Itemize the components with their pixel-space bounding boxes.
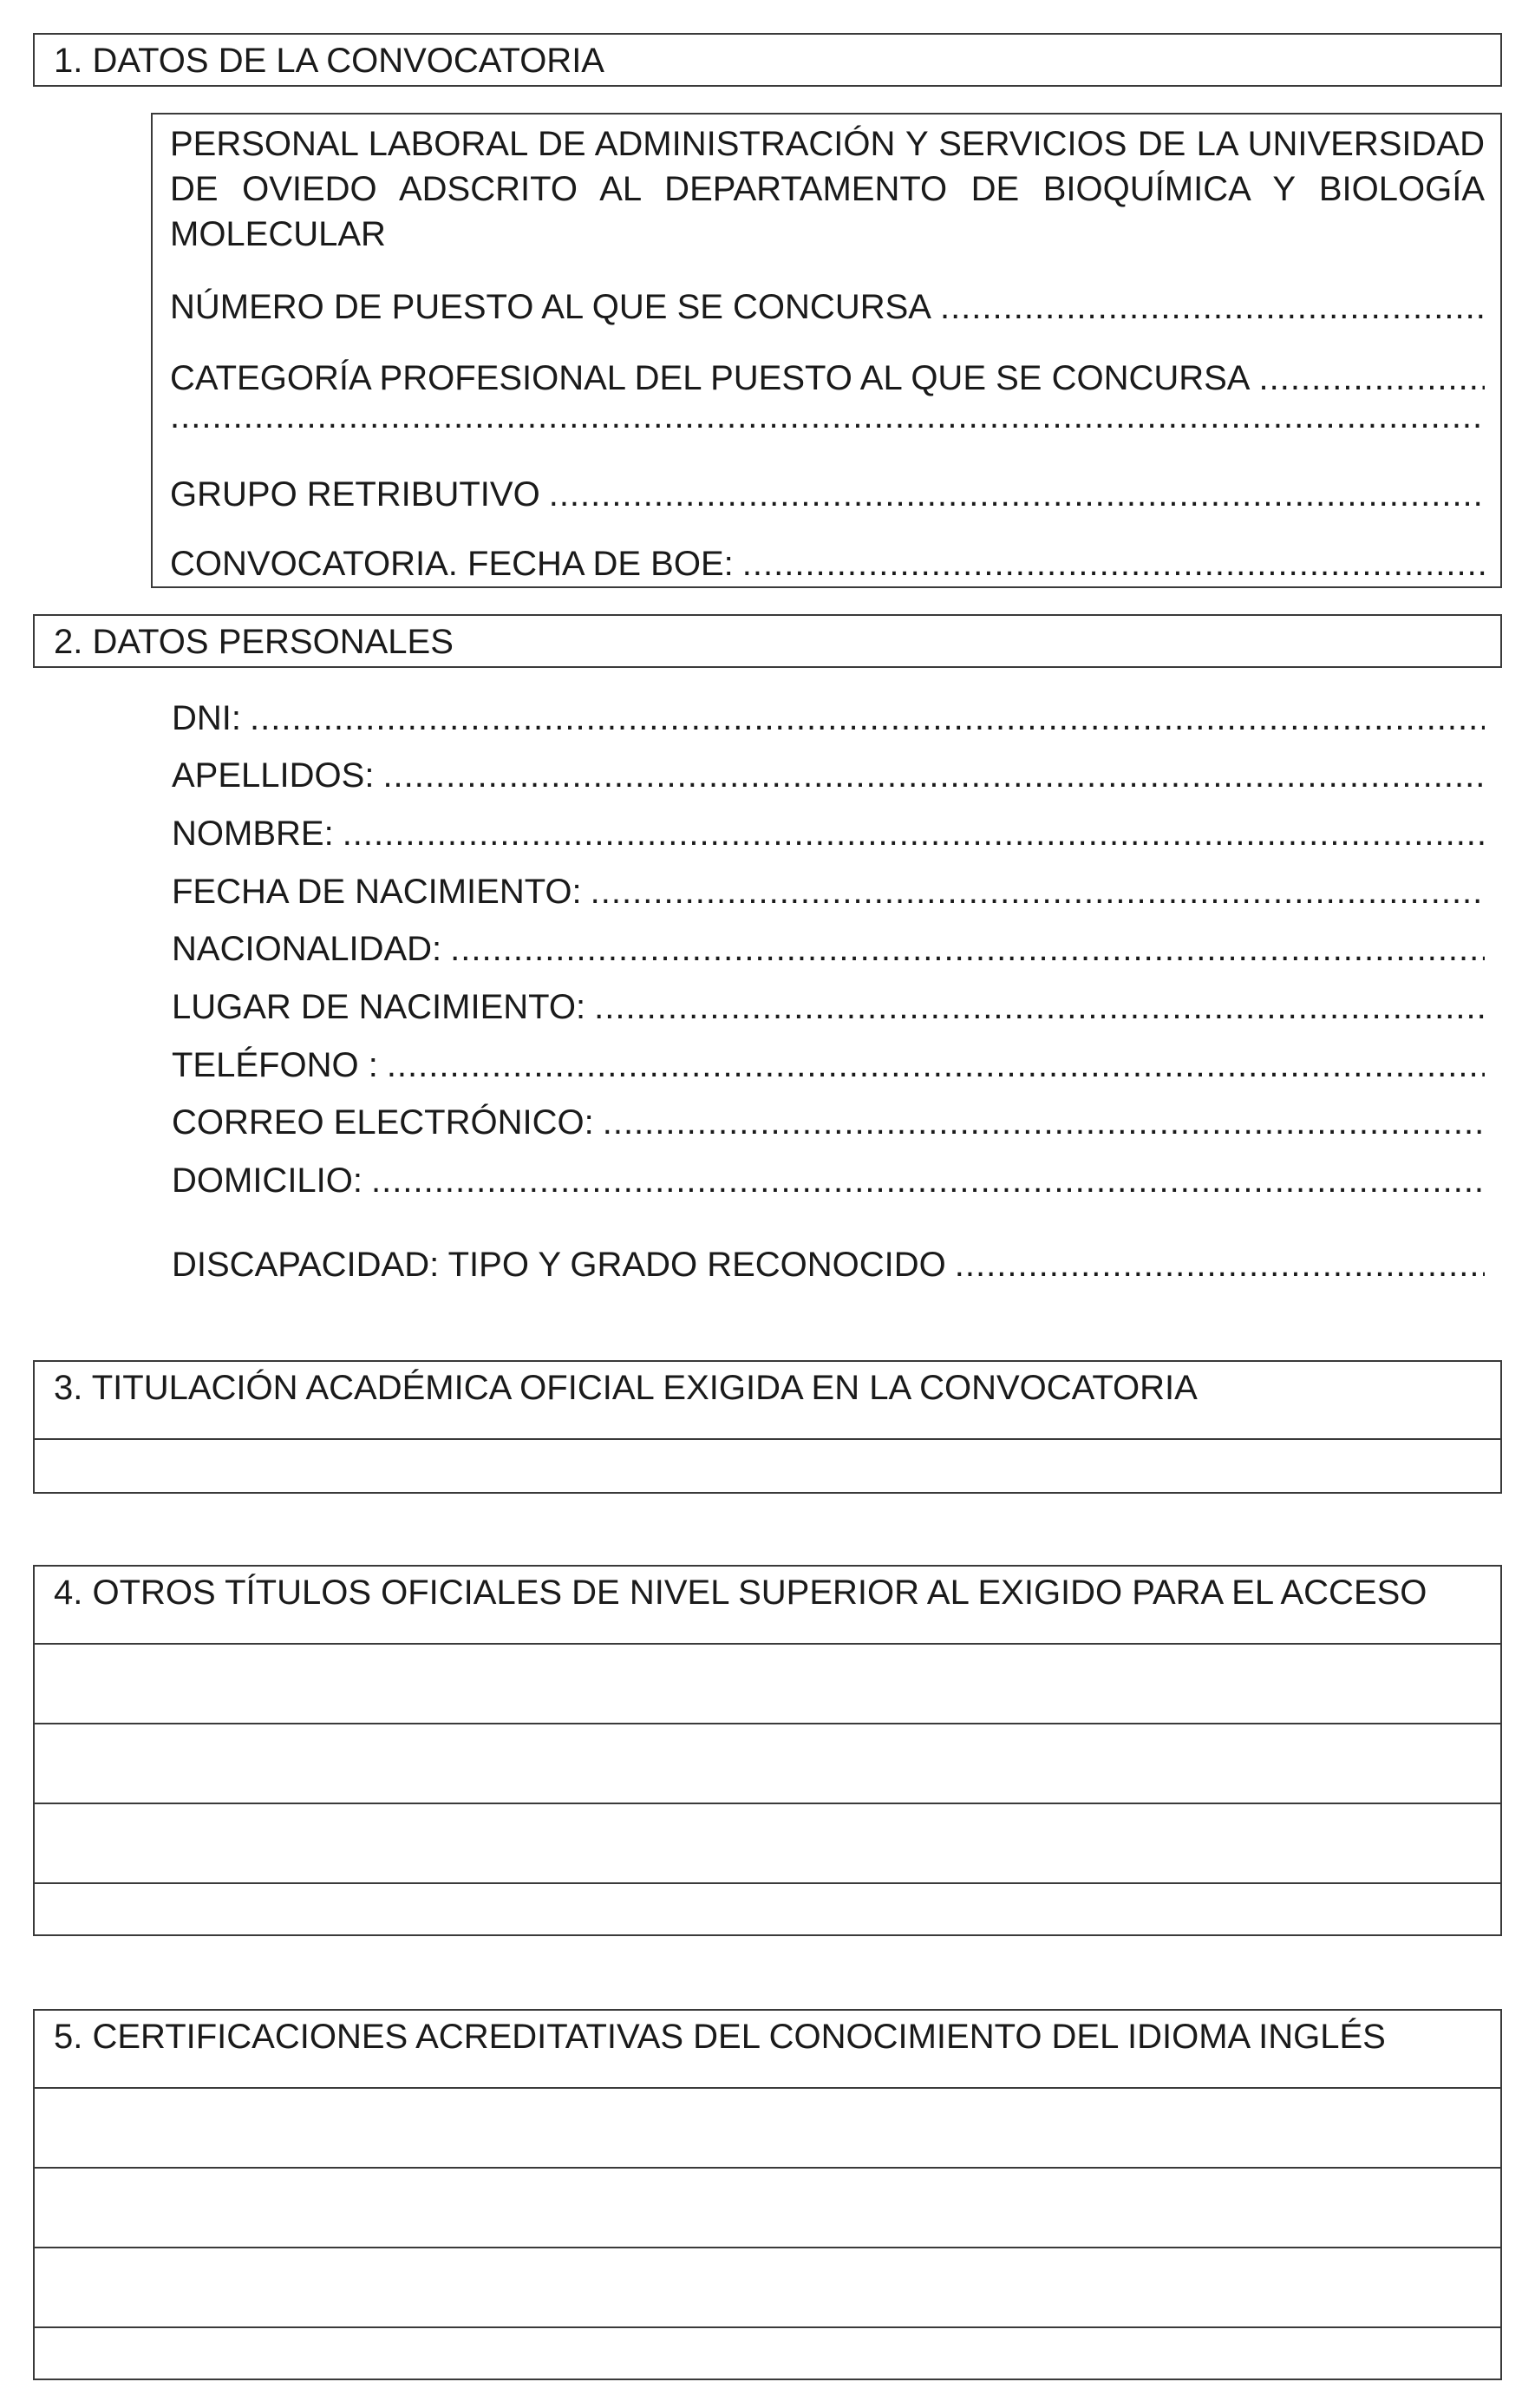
convocatoria-fecha-dots[interactable] bbox=[742, 546, 1485, 581]
lugar-nacimiento-label: LUGAR DE NACIMIENTO: bbox=[172, 988, 586, 1026]
section-4-table bbox=[33, 1565, 1502, 1936]
section-4-divider bbox=[35, 1882, 1500, 1884]
section-4-divider bbox=[35, 1803, 1500, 1804]
section-3-title: 3. TITULACIÓN ACADÉMICA OFICIAL EXIGIDA EN LA CONVOCATORIA bbox=[54, 1369, 1198, 1407]
section-1-header bbox=[33, 33, 1502, 87]
discapacidad-dots[interactable] bbox=[955, 1247, 1485, 1282]
nombre-dots[interactable] bbox=[343, 816, 1485, 851]
dni-dots[interactable] bbox=[250, 701, 1485, 736]
section-2-title: 2. DATOS PERSONALES bbox=[54, 623, 454, 661]
correo-field[interactable] bbox=[172, 1098, 1485, 1140]
domicilio-dots[interactable] bbox=[371, 1163, 1485, 1198]
nombre-field[interactable] bbox=[172, 809, 1485, 851]
fecha-nacimiento-field[interactable] bbox=[172, 867, 1485, 909]
telefono-label: TELÉFONO : bbox=[172, 1046, 378, 1084]
dni-label: DNI: bbox=[172, 699, 241, 737]
section-2-header bbox=[33, 614, 1502, 668]
categoria-field[interactable] bbox=[170, 354, 1485, 396]
section-5-divider bbox=[35, 2247, 1500, 2248]
lugar-nacimiento-dots[interactable] bbox=[594, 990, 1485, 1024]
correo-dots[interactable] bbox=[603, 1105, 1485, 1140]
section-5-divider bbox=[35, 2326, 1500, 2328]
numero-puesto-label: NÚMERO DE PUESTO AL QUE SE CONCURSA bbox=[170, 288, 931, 326]
nacionalidad-dots[interactable] bbox=[450, 932, 1485, 966]
convocatoria-fecha-label: CONVOCATORIA. FECHA DE BOE: bbox=[170, 545, 734, 583]
domicilio-label: DOMICILIO: bbox=[172, 1161, 363, 1200]
categoria-dots-continued[interactable] bbox=[170, 397, 1485, 439]
convocatoria-fecha-field[interactable] bbox=[170, 540, 1485, 581]
grupo-dots[interactable] bbox=[549, 477, 1485, 512]
apellidos-dots[interactable] bbox=[382, 758, 1485, 793]
dni-field[interactable] bbox=[172, 694, 1485, 736]
section-5-divider bbox=[35, 2087, 1500, 2089]
telefono-field[interactable] bbox=[172, 1041, 1485, 1083]
apellidos-label: APELLIDOS: bbox=[172, 756, 375, 795]
domicilio-field[interactable] bbox=[172, 1156, 1485, 1198]
section-1-title: 1. DATOS DE LA CONVOCATORIA bbox=[54, 42, 604, 80]
telefono-dots[interactable] bbox=[387, 1048, 1485, 1083]
convocatoria-box bbox=[151, 113, 1502, 588]
apellidos-field[interactable] bbox=[172, 751, 1485, 793]
numero-puesto-field[interactable] bbox=[170, 283, 1485, 324]
section-4-title: 4. OTROS TÍTULOS OFICIALES DE NIVEL SUPERIOR AL EXIGIDO PARA EL ACCESO bbox=[54, 1574, 1427, 1612]
categoria-dots[interactable] bbox=[1259, 361, 1486, 396]
section-5-divider bbox=[35, 2167, 1500, 2169]
section-4-divider bbox=[35, 1643, 1500, 1645]
fecha-nacimiento-dots[interactable] bbox=[591, 874, 1485, 909]
nacionalidad-field[interactable] bbox=[172, 925, 1485, 966]
numero-puesto-dots[interactable] bbox=[940, 290, 1485, 324]
section-5-title: 5. CERTIFICACIONES ACREDITATIVAS DEL CONOCIMIENTO DEL IDIOMA INGLÉS bbox=[54, 2018, 1386, 2056]
correo-label: CORREO ELECTRÓNICO: bbox=[172, 1103, 594, 1142]
nacionalidad-label: NACIONALIDAD: bbox=[172, 930, 442, 968]
section-4-divider bbox=[35, 1723, 1500, 1724]
grupo-field[interactable] bbox=[170, 470, 1485, 512]
discapacidad-label: DISCAPACIDAD: TIPO Y GRADO RECONOCIDO bbox=[172, 1246, 946, 1284]
section-5-table bbox=[33, 2009, 1502, 2380]
categoria-label: CATEGORÍA PROFESIONAL DEL PUESTO AL QUE SE CONCURSA bbox=[170, 359, 1251, 397]
discapacidad-field[interactable] bbox=[172, 1240, 1485, 1282]
section-3-divider bbox=[35, 1438, 1500, 1440]
nombre-label: NOMBRE: bbox=[172, 815, 334, 853]
section-3-table bbox=[33, 1360, 1502, 1494]
lugar-nacimiento-field[interactable] bbox=[172, 983, 1485, 1024]
fecha-nacimiento-label: FECHA DE NACIMIENTO: bbox=[172, 873, 582, 911]
convocatoria-description: PERSONAL LABORAL DE ADMINISTRACIÓN Y SERVICIOS DE LA UNIVERSIDAD DE OVIEDO ADSCRITO AL DEPARTAMENTO DE BIOQUÍMICA Y BIOLOGÍA MOLECULAR bbox=[170, 125, 1485, 253]
grupo-label: GRUPO RETRIBUTIVO bbox=[170, 475, 540, 514]
